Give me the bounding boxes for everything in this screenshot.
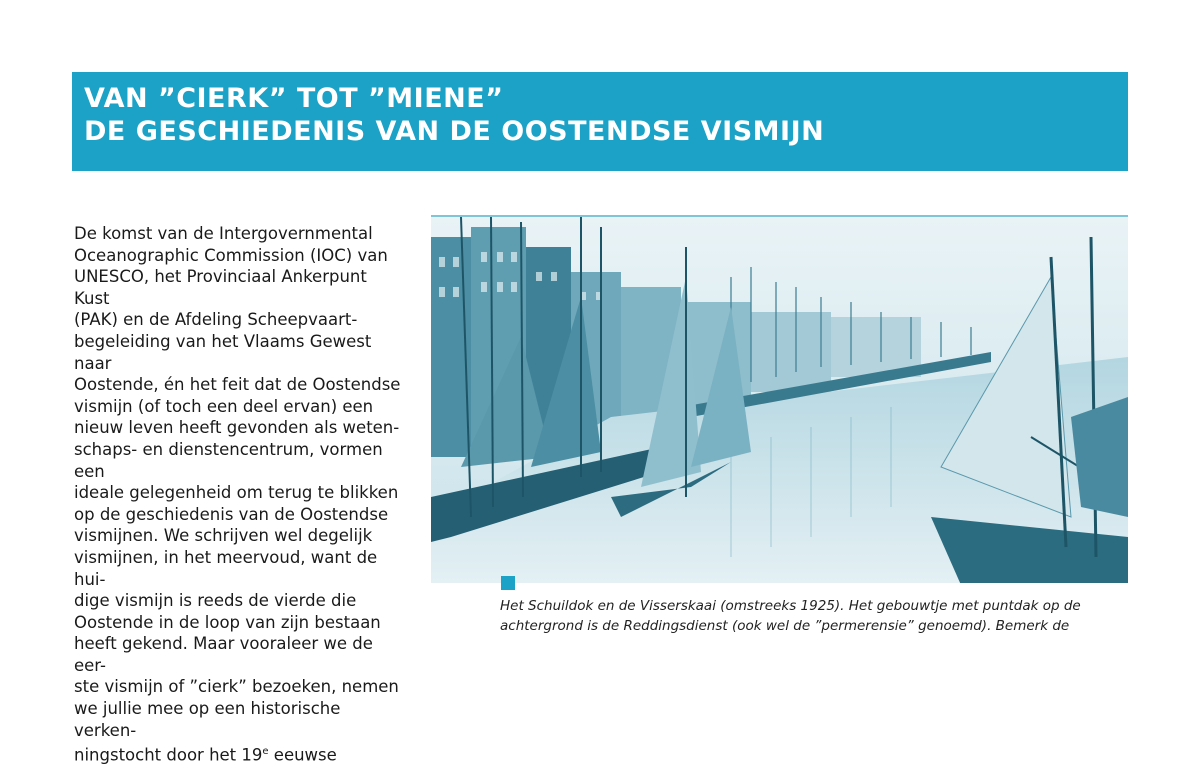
caption-marker (501, 576, 515, 590)
article-body (74, 223, 404, 766)
title-line-2: DE GESCHIEDENIS VAN DE OOSTENDSE VISMIJN (84, 116, 825, 147)
harbour-photo-illustration (431, 217, 1128, 583)
photo-caption: Het Schuildok en de Visserskaai (omstreeks 1925). Het gebouwtje met puntdak op de achtergrond is de Reddingsdienst (ook wel de ”permerensie” genoemd). Bemerk de (500, 598, 1081, 634)
article-body-text: De komst van de Intergovernmental Oceanographic Commission (IOC) van UNESCO, het Provinciaal Ankerpunt Kust (PAK) en de Afdeling Scheepvaart- begeleiding van het Vlaams Gewest naar Oostende, én het feit dat de Oostendse vismijn (of toch een deel ervan) een nieuw leven heeft gevonden als weten- schaps- en dienstencentrum, vormen een ideale gelegenheid om terug te blikken op de geschiedenis van de Oostendse vismijnen. We schrijven wel degelijk vismijnen, in het meervoud, want de hui- dige vismijn is reeds de vierde die Oostende in de loop van zijn bestaan heeft gekend. Maar vooraleer we de eer- ste vismijn of ”cierk” bezoeken, nemen we jullie mee op een historische verken- ningstocht door het 19 (74, 224, 401, 765)
ordinal-suffix: e (262, 746, 269, 758)
harbour-photo (431, 215, 1128, 583)
article-body-tail: eeuwse (268, 745, 337, 765)
title-line-1: VAN ”CIERK” TOT ”MIENE” (84, 83, 504, 114)
title-banner (72, 72, 1128, 171)
